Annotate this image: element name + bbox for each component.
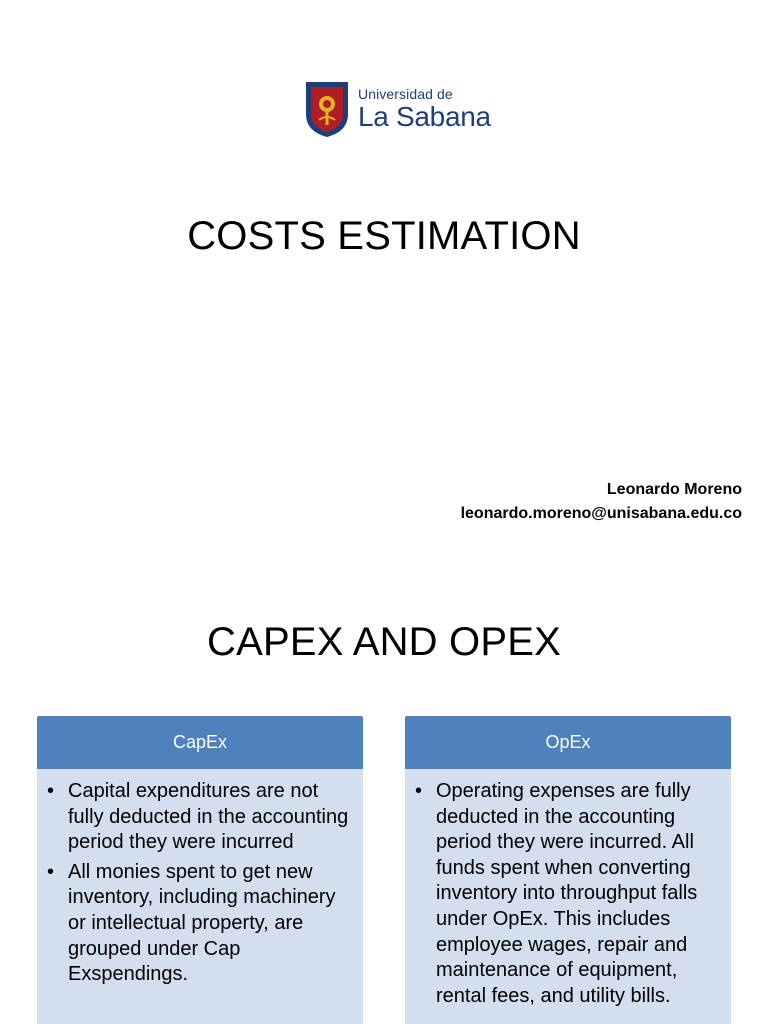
opex-header: OpEx — [405, 716, 731, 769]
author-block — [461, 478, 742, 526]
list-item: • All monies spent to get new inventory, including machinery or intellectual property, are grouped under Cap Exspendings. — [47, 860, 336, 986]
opex-list — [415, 779, 717, 1009]
logo-wordmark — [358, 87, 491, 131]
capex-item-1: Capital expenditures are not fully deducted in the accounting period they were incurred — [68, 780, 349, 854]
opex-item-1: Operating expenses are fully deducted in the accounting period they were incurred. All funds spent when converting inventory into throughput falls under OpEx. This includes employee wages, repair and maintenance of equipment, rental fees, and utility bills. — [436, 780, 698, 1007]
capex-card — [37, 716, 363, 1024]
capex-header: CapEx — [37, 716, 363, 769]
logo-line2: La Sabana — [358, 101, 491, 132]
university-seal-icon — [304, 80, 350, 138]
list-item: • Operating expenses are fully deducted in the accounting period they were incurred. All funds spent when converting inventory into throughput falls under OpEx. This includes employee wages, repair and maintenance of equipment, rental fees, and utility bills. — [415, 780, 698, 1007]
opex-body — [405, 769, 731, 1024]
author-email: leonardo.moreno@unisabana.edu.co — [460, 505, 742, 522]
capex-body — [37, 769, 363, 1024]
logo-line1: Universidad de — [358, 86, 453, 102]
capex-list — [47, 779, 349, 988]
university-logo — [304, 80, 491, 138]
slide-title: COSTS ESTIMATION — [187, 214, 581, 258]
opex-card — [405, 716, 731, 1024]
author-name: Leonardo Moreno — [606, 481, 742, 498]
capex-opex-title: CAPEX AND OPEX — [206, 620, 562, 664]
list-item: • Capital expenditures are not fully deducted in the accounting period they were incurred — [47, 780, 349, 854]
capex-item-2: All monies spent to get new inventory, including machinery or intellectual property, are grouped under Cap Exspendings. — [68, 860, 336, 986]
